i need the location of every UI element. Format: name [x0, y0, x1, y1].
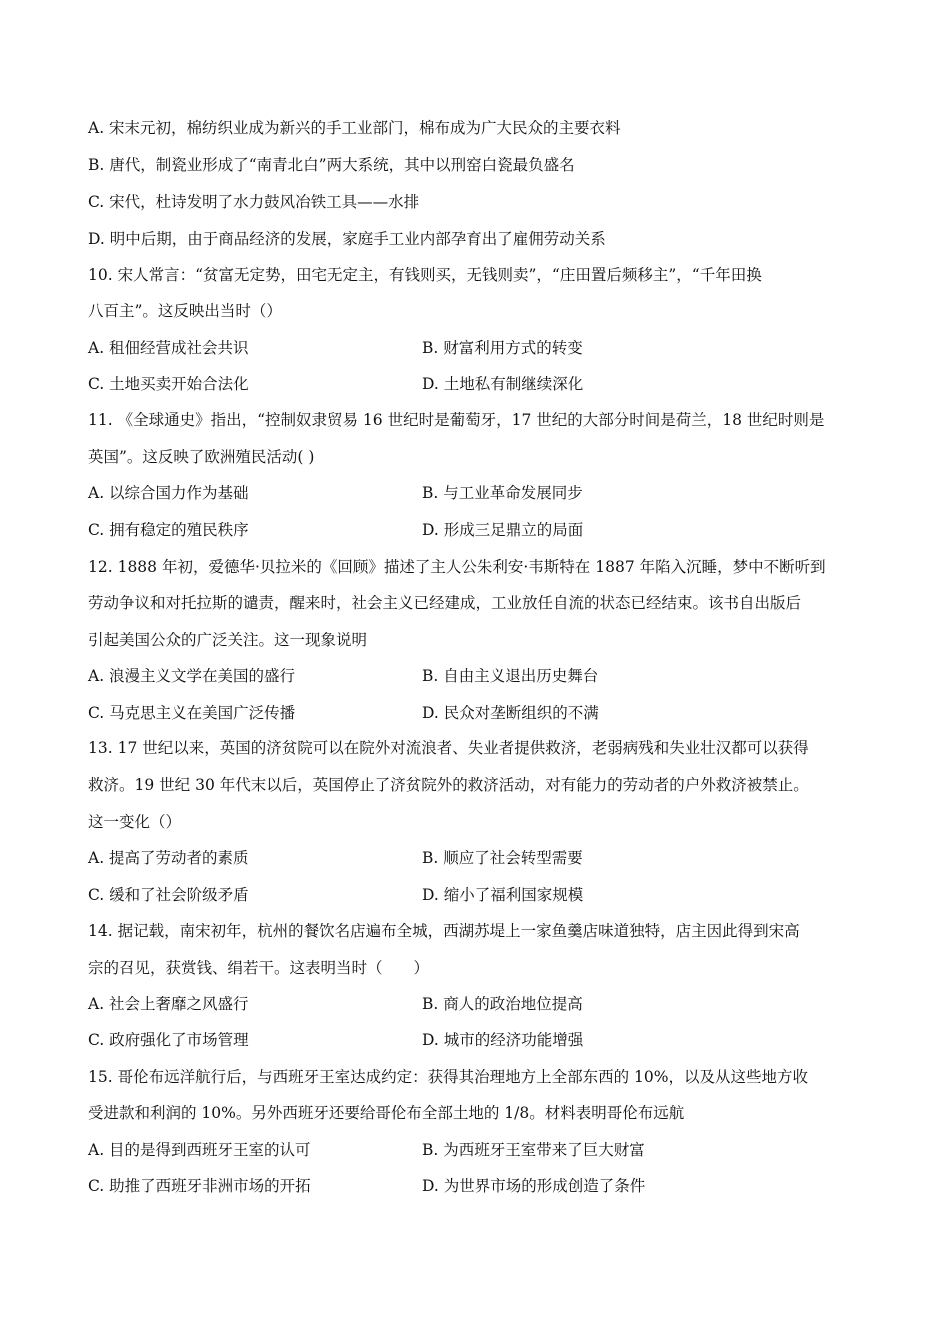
q15-option-c: C. 助推了西班牙非洲市场的开拓 [88, 1177, 311, 1195]
q10-stem-line-1: 10. 宋人常言：“贫富无定势，田宅无定主，有钱则买，无钱则卖”，“庄田置后频移主”，“千年田换 [88, 266, 762, 284]
q12-option-d: D. 民众对垄断组织的不满 [422, 704, 599, 722]
q14-option-b: B. 商人的政治地位提高 [422, 995, 583, 1013]
q13-option-d: D. 缩小了福利国家规模 [422, 886, 584, 904]
q9-option-b: B. 唐代，制瓷业形成了“南青北白”两大系统，其中以刑窑白瓷最负盛名 [88, 156, 575, 174]
q11-option-a: A. 以综合国力作为基础 [88, 484, 249, 502]
q11-stem-line-1: 11. 《全球通史》指出，“控制奴隶贸易 16 世纪时是葡萄牙，17 世纪的大部分时间是荷兰，18 世纪时则是 [88, 411, 825, 429]
q11-option-b: B. 与工业革命发展同步 [422, 484, 583, 502]
q13-option-a: A. 提高了劳动者的素质 [88, 849, 249, 867]
q9-option-a: A. 宋末元初，棉纺织业成为新兴的手工业部门，棉布成为广大民众的主要衣料 [88, 119, 621, 137]
q10-stem-line-2: 八百主”。这反映出当时（） [88, 302, 282, 320]
q11-option-d: D. 形成三足鼎立的局面 [422, 521, 584, 539]
q13-stem-line-1: 13. 17 世纪以来，英国的济贫院可以在院外对流浪者、失业者提供救济，老弱病残和失业壮汉都可以获得 [88, 739, 809, 757]
q13-stem-line-3: 这一变化（） [88, 813, 182, 831]
q15-option-a: A. 目的是得到西班牙王室的认可 [88, 1141, 311, 1159]
q12-stem-line-3: 引起美国公众的广泛关注。这一现象说明 [88, 631, 368, 649]
q15-option-b: B. 为西班牙王室带来了巨大财富 [422, 1141, 645, 1159]
q12-option-b: B. 自由主义退出历史舞台 [422, 667, 599, 685]
q13-option-c: C. 缓和了社会阶级矛盾 [88, 886, 249, 904]
q10-option-d: D. 土地私有制继续深化 [422, 375, 584, 393]
q12-stem-line-1: 12. 1888 年初，爱德华·贝拉米的《回顾》描述了主人公朱利安·韦斯特在 1887 年陷入沉睡，梦中不断听到 [88, 558, 826, 576]
q9-option-c: C. 宋代，杜诗发明了水力鼓风冶铁工具——水排 [88, 193, 420, 211]
q11-option-c: C. 拥有稳定的殖民秩序 [88, 521, 249, 539]
q15-option-d: D. 为世界市场的形成创造了条件 [422, 1177, 646, 1195]
q12-option-c: C. 马克思主义在美国广泛传播 [88, 704, 296, 722]
q10-option-a: A. 租佃经营成社会共识 [88, 339, 249, 357]
q11-stem-line-2: 英国”。这反映了欧洲殖民活动( ) [88, 448, 315, 466]
q14-option-a: A. 社会上奢靡之风盛行 [88, 995, 249, 1013]
q10-option-b: B. 财富利用方式的转变 [422, 339, 583, 357]
q12-option-a: A. 浪漫主义文学在美国的盛行 [88, 667, 296, 685]
q13-stem-line-2: 救济。19 世纪 30 年代末以后，英国停止了济贫院外的救济活动，对有能力的劳动者的户外救济被禁止。 [88, 776, 809, 794]
q14-stem-line-1: 14. 据记载，南宋初年，杭州的餐饮名店遍布全城，西湖苏堤上一家鱼羹店味道独特，店主因此得到宋高 [88, 922, 800, 940]
q15-stem-line-2: 受进款和利润的 10%。另外西班牙还要给哥伦布全部土地的 1/8。材料表明哥伦布远航 [88, 1104, 685, 1122]
q10-option-c: C. 土地买卖开始合法化 [88, 375, 249, 393]
q15-stem-line-1: 15. 哥伦布远洋航行后，与西班牙王室达成约定：获得其治理地方上全部东西的 10%，以及从这些地方收 [88, 1068, 808, 1086]
q12-stem-line-2: 劳动争议和对托拉斯的谴责，醒来时，社会主义已经建成，工业放任自流的状态已经结束。该书自出版后 [88, 594, 802, 612]
q9-option-d: D. 明中后期，由于商品经济的发展，家庭手工业内部孕育出了雇佣劳动关系 [88, 230, 606, 248]
q14-option-d: D. 城市的经济功能增强 [422, 1031, 584, 1049]
q14-option-c: C. 政府强化了市场管理 [88, 1031, 249, 1049]
q14-stem-line-2: 宗的召见，获赏钱、绢若干。这表明当时（ ） [88, 959, 430, 977]
q13-option-b: B. 顺应了社会转型需要 [422, 849, 583, 867]
